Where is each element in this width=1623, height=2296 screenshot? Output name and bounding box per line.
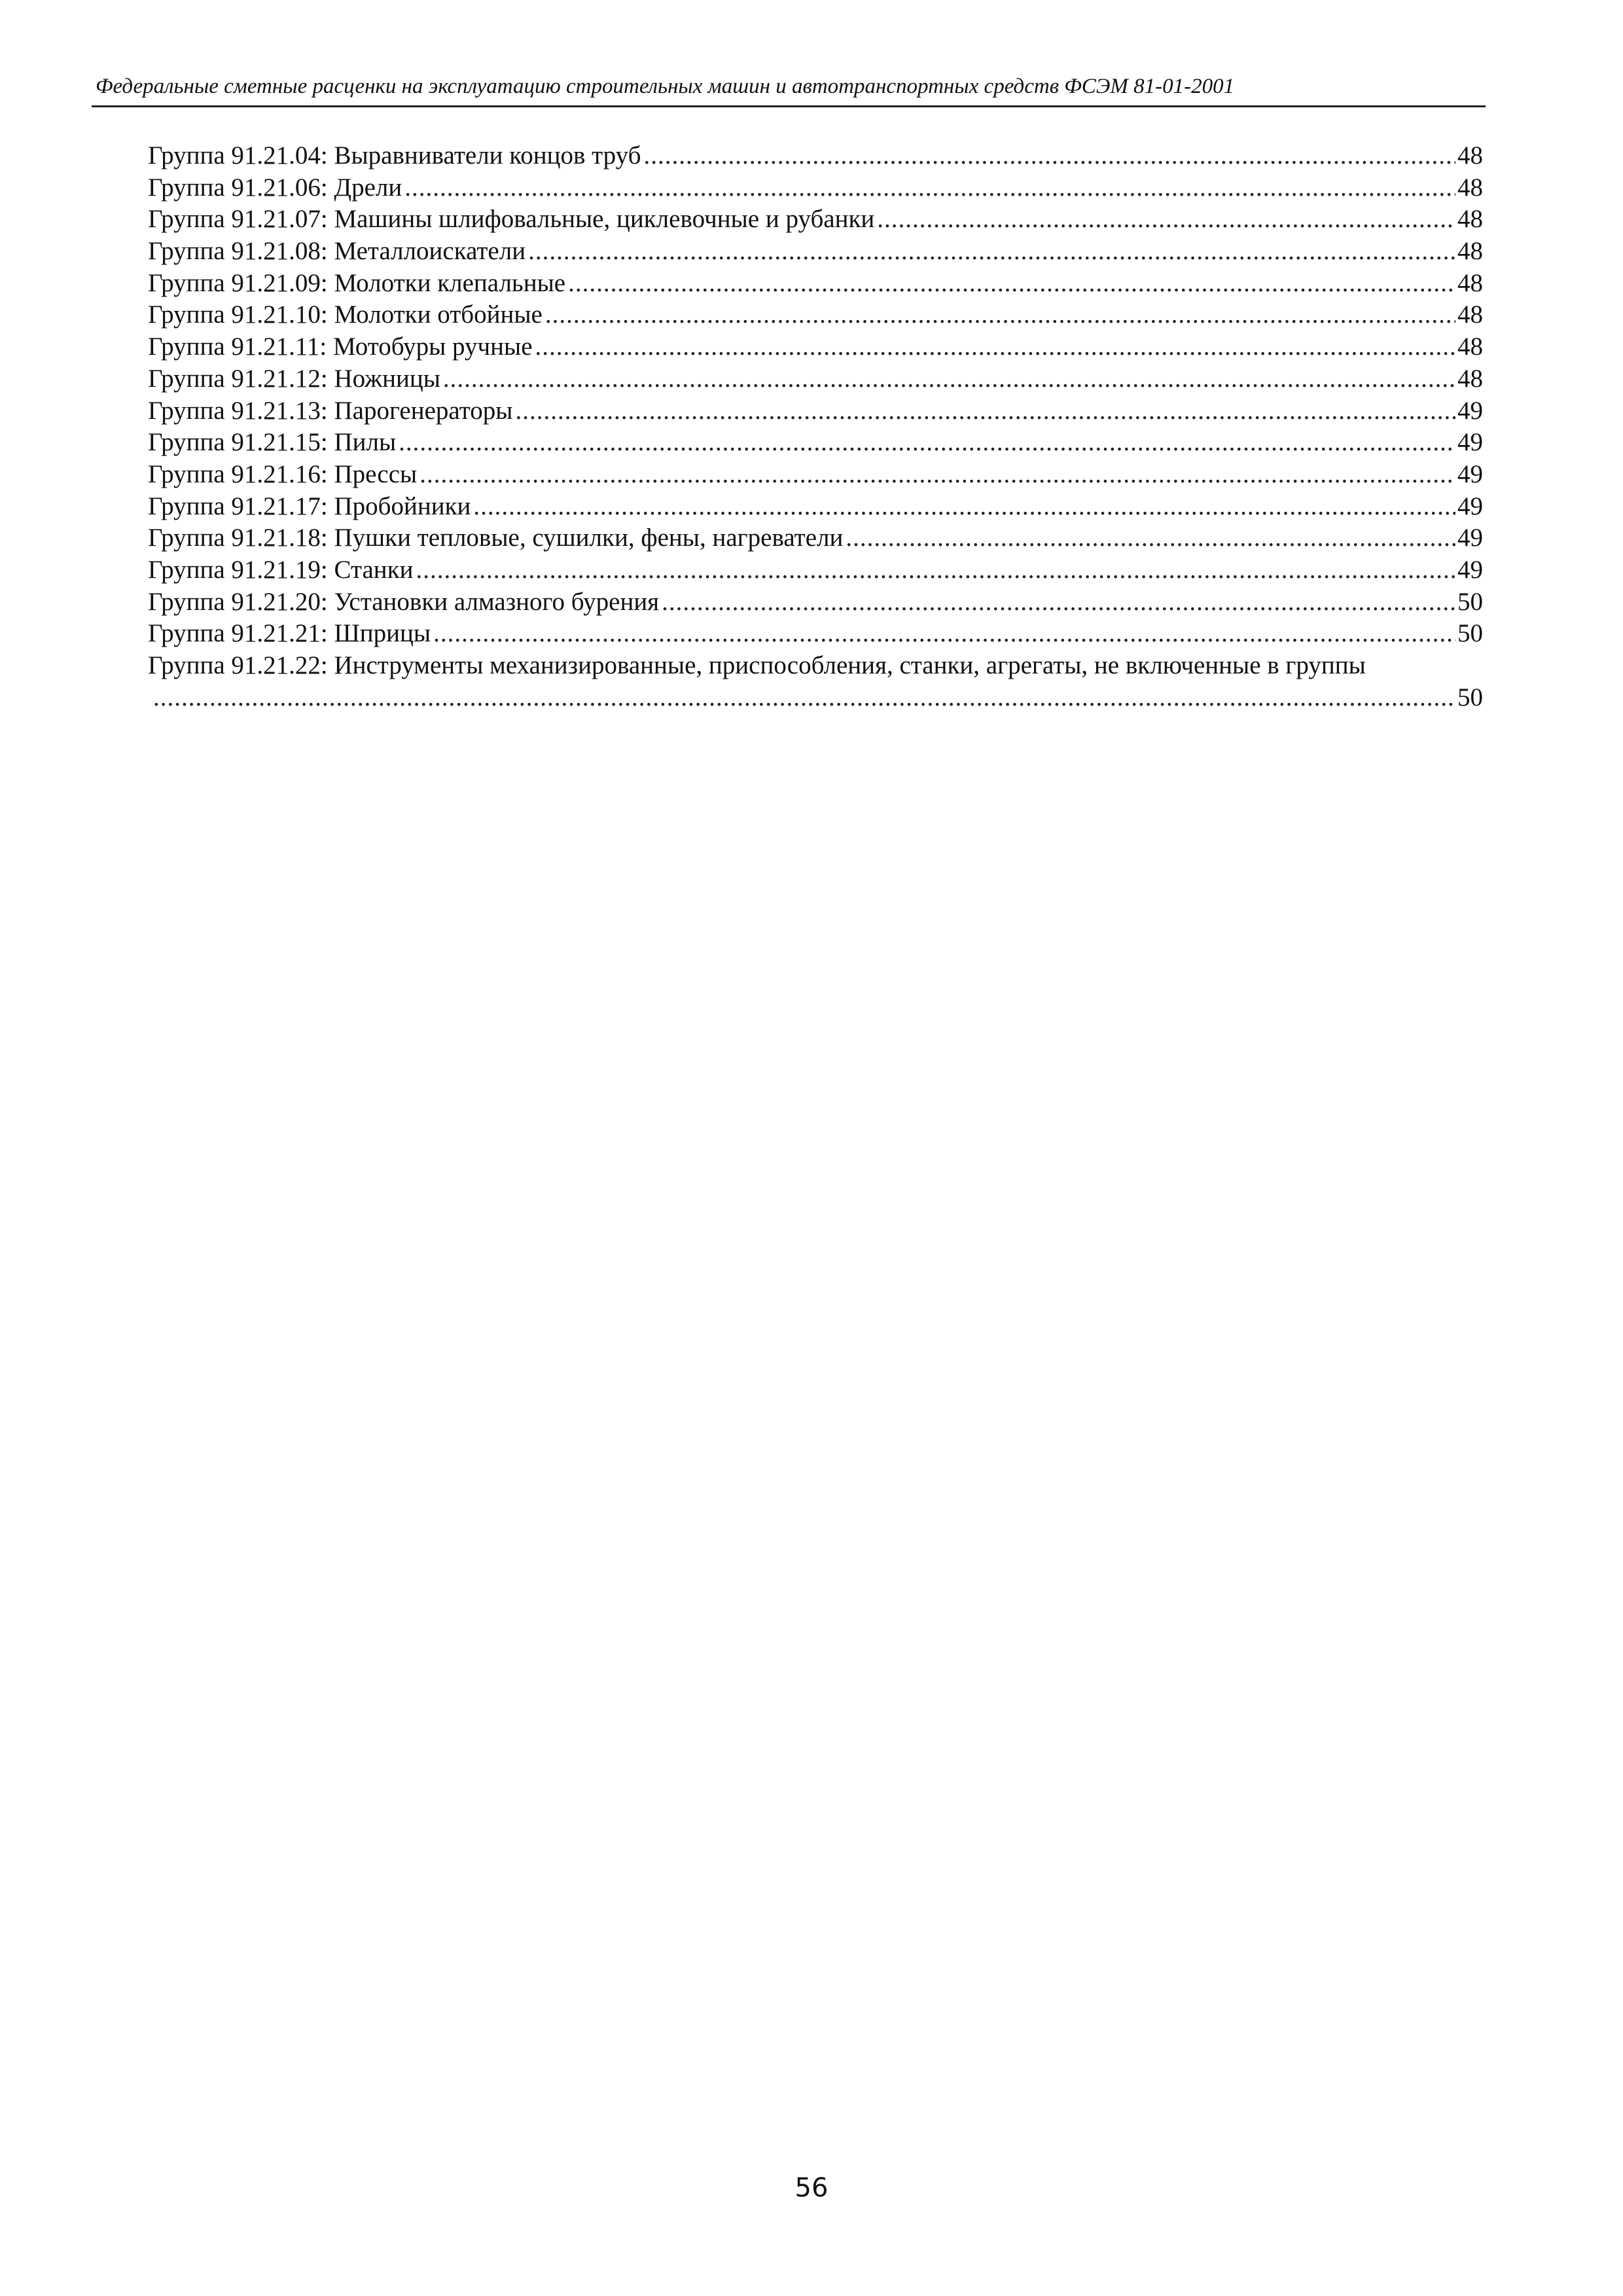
toc-entry-page: 48	[1457, 268, 1483, 297]
toc-entry[interactable]	[148, 459, 1483, 491]
toc-entry-title: Группа 91.21.17: Пробойники	[148, 492, 471, 520]
toc-dot-leader	[473, 491, 1455, 523]
toc-dot-leader	[846, 522, 1455, 554]
toc-entry-page: 50	[1457, 683, 1483, 711]
toc-entry[interactable]	[148, 299, 1483, 331]
toc-entry[interactable]	[148, 554, 1483, 586]
toc-entry-page: 48	[1457, 141, 1483, 170]
toc-dot-leader	[443, 363, 1455, 395]
toc-dot-leader	[644, 140, 1456, 172]
toc-entry-page: 48	[1457, 173, 1483, 202]
toc-dot-leader	[528, 236, 1455, 268]
toc-entry[interactable]	[148, 140, 1483, 172]
running-header-title: Федеральные сметные расценки на эксплуатацию строительных машин и автотранспортных средств ФСЭМ 81-01-2001	[96, 75, 1235, 98]
toc-entry-title: Группа 91.21.10: Молотки отбойные	[148, 300, 543, 329]
toc-entry-page: 49	[1457, 524, 1483, 552]
toc-dot-leader	[416, 554, 1455, 586]
toc-entry-leader-line	[148, 682, 1483, 714]
toc-entry-page: 48	[1457, 205, 1483, 234]
toc-entry-wrapped[interactable]	[148, 650, 1483, 713]
toc-entry[interactable]	[148, 172, 1483, 204]
toc-entry-page: 48	[1457, 332, 1483, 361]
toc-entry-title: Группа 91.21.06: Дрели	[148, 173, 402, 202]
toc-dot-leader	[662, 586, 1455, 619]
toc-entry-title: Группа 91.21.13: Парогенераторы	[148, 396, 513, 425]
toc-dot-leader	[404, 172, 1455, 204]
toc-dot-leader	[419, 459, 1455, 491]
toc-dot-leader	[535, 331, 1455, 363]
toc-entry-page: 48	[1457, 300, 1483, 329]
toc-entry-title: Группа 91.21.21: Шприцы	[148, 619, 431, 648]
toc-entry[interactable]	[148, 586, 1483, 619]
toc-entry-title: Группа 91.21.09: Молотки клепальные	[148, 268, 566, 297]
toc-entry[interactable]	[148, 236, 1483, 268]
toc-entry-page: 49	[1457, 555, 1483, 584]
toc-entry-title: Группа 91.21.04: Выравниватели концов труб	[148, 141, 641, 170]
toc-entry[interactable]	[148, 522, 1483, 554]
running-header	[92, 73, 1486, 107]
toc-entry[interactable]	[148, 618, 1483, 650]
toc-dot-leader	[515, 395, 1455, 427]
toc-dot-leader	[877, 204, 1455, 236]
table-of-contents	[148, 140, 1483, 713]
toc-entry-title: Группа 91.21.15: Пилы	[148, 428, 397, 457]
toc-entry-title: Группа 91.21.11: Мотобуры ручные	[148, 332, 533, 361]
toc-entry-title: Группа 91.21.16: Прессы	[148, 459, 418, 488]
toc-entry-title: Группа 91.21.18: Пушки тепловые, сушилки, фены, нагреватели	[148, 524, 844, 552]
toc-entry-page: 50	[1457, 619, 1483, 648]
toc-entry-title: Группа 91.21.07: Машины шлифовальные, циклевочные и рубанки	[148, 205, 875, 234]
toc-dot-leader	[153, 682, 1455, 714]
toc-entry[interactable]	[148, 427, 1483, 459]
page-number: 56	[794, 2173, 829, 2203]
toc-entry[interactable]	[148, 268, 1483, 300]
toc-dot-leader	[545, 299, 1455, 331]
toc-entry-page: 49	[1457, 459, 1483, 488]
toc-entry[interactable]	[148, 204, 1483, 236]
toc-entry-page: 48	[1457, 364, 1483, 393]
toc-entry-title: Группа 91.21.20: Установки алмазного бурения	[148, 587, 660, 616]
toc-dot-leader	[399, 427, 1455, 459]
toc-entry[interactable]	[148, 491, 1483, 523]
toc-entry[interactable]	[148, 331, 1483, 363]
toc-dot-leader	[433, 618, 1455, 650]
toc-entry-page: 49	[1457, 428, 1483, 457]
toc-entry-page: 48	[1457, 237, 1483, 266]
toc-entry-page: 49	[1457, 396, 1483, 425]
toc-entry-title: Группа 91.21.22: Инструменты механизированные, приспособления, станки, агрегаты, не включенные в группы	[148, 651, 1366, 679]
toc-entry-page: 49	[1457, 492, 1483, 520]
toc-dot-leader	[568, 268, 1455, 300]
toc-entry-page: 50	[1457, 587, 1483, 616]
toc-entry-title: Группа 91.21.12: Ножницы	[148, 364, 440, 393]
toc-entry-title: Группа 91.21.19: Станки	[148, 555, 414, 584]
toc-entry-title: Группа 91.21.08: Металлоискатели	[148, 237, 526, 266]
toc-entry[interactable]	[148, 363, 1483, 395]
toc-entry[interactable]	[148, 395, 1483, 427]
